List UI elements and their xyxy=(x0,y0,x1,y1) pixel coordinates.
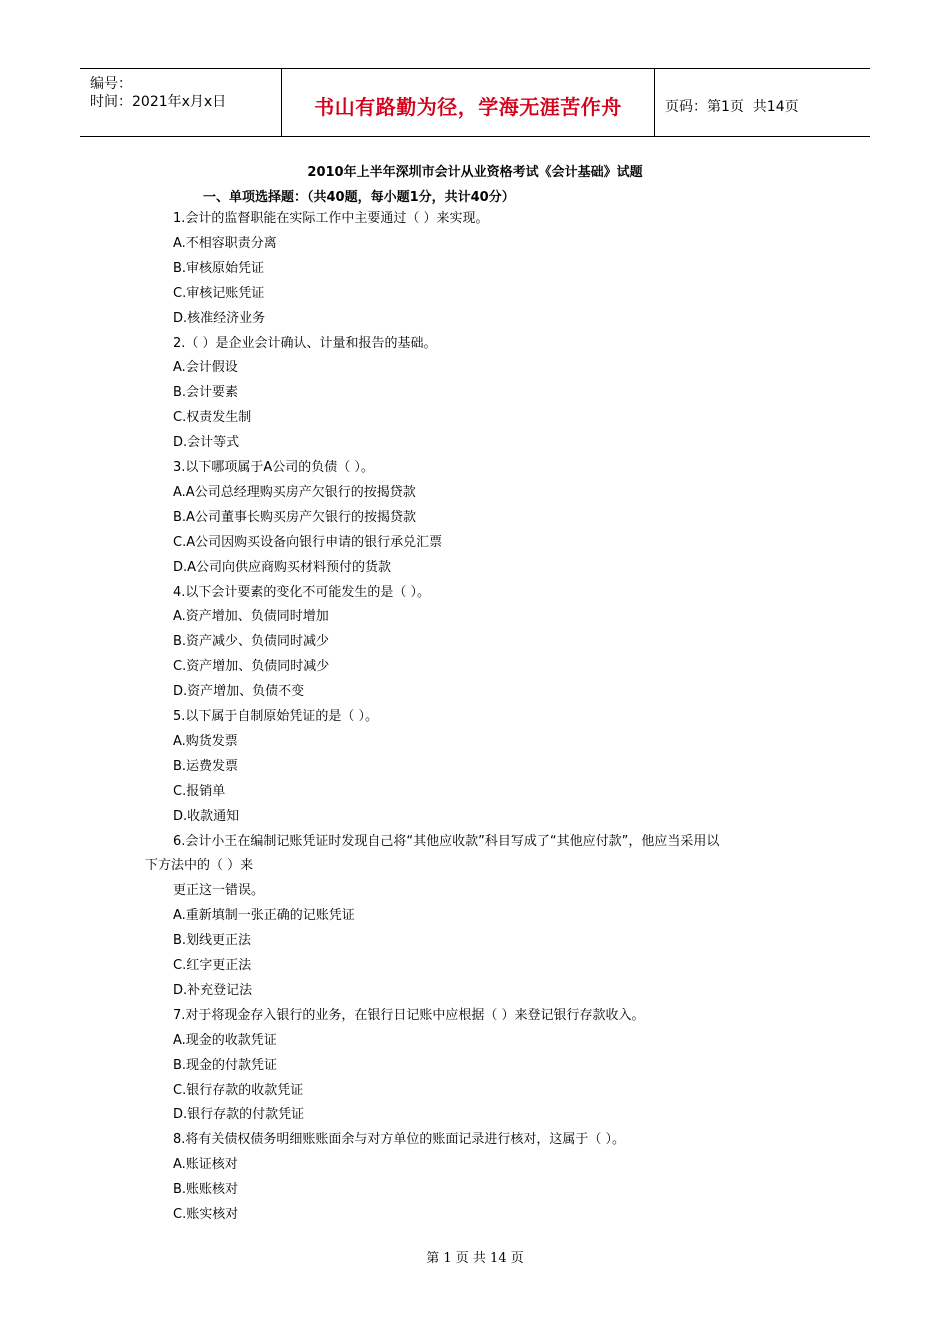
answer-option: C.账实核对 xyxy=(173,1207,239,1222)
answer-option: A.重新填制一张正确的记账凭证 xyxy=(173,908,355,924)
question-line: 更正这一错误。 xyxy=(173,883,265,899)
answer-option: D.会计等式 xyxy=(173,435,240,451)
page-footer: 第 1 页 共 14 页 xyxy=(426,1251,524,1266)
question-line: 3.以下哪项属于A公司的负债（ ）。 xyxy=(173,460,374,475)
answer-option: B.会计要素 xyxy=(173,385,239,401)
answer-option: B.A公司董事长购买房产欠银行的按揭贷款 xyxy=(173,509,416,525)
question-line: 5.以下属于自制原始凭证的是（ ）。 xyxy=(173,709,379,724)
header-motto: 书山有路勤为径，学海无涯苦作舟 xyxy=(314,95,622,119)
question-line: 6.会计小王在编制记账凭证时发现自己将“其他应收款”科目写成了“其他应付款”，他应当采用以 xyxy=(173,833,720,849)
question-line: 4.以下会计要素的变化不可能发生的是（ ）。 xyxy=(173,584,431,600)
answer-option: D.A公司向供应商购买材料预付的货款 xyxy=(173,559,392,575)
answer-option: B.划线更正法 xyxy=(173,933,252,949)
question-line: 7.对于将现金存入银行的业务，在银行日记账中应根据（ ）来登记银行存款收入。 xyxy=(173,1007,645,1023)
answer-option: B.审核原始凭证 xyxy=(173,260,265,276)
answer-option: C.审核记账凭证 xyxy=(173,285,265,301)
header-page-info: 页码：第1页 共14页 xyxy=(665,99,799,115)
answer-option: C.A公司因购买设备向银行申请的银行承兑汇票 xyxy=(173,534,443,550)
question-line: 8.将有关债权债务明细账账面余与对方单位的账面记录进行核对，这属于（ ）。 xyxy=(173,1132,626,1148)
page-header xyxy=(80,68,870,137)
answer-option: C.权责发生制 xyxy=(173,410,252,426)
header-middle-cell xyxy=(282,69,655,136)
question-line: 1.会计的监督职能在实际工作中主要通过（ ）来实现。 xyxy=(173,211,489,226)
question-line: 下方法中的（ ）来 xyxy=(145,858,254,874)
answer-option: B.现金的付款凭证 xyxy=(173,1057,278,1073)
answer-option: B.账账核对 xyxy=(173,1182,239,1198)
answer-option: C.资产增加、负债同时减少 xyxy=(173,659,330,675)
answer-option: D.银行存款的付款凭证 xyxy=(173,1107,305,1123)
answer-option: A.现金的收款凭证 xyxy=(173,1032,277,1048)
answer-option: A.A公司总经理购买房产欠银行的按揭贷款 xyxy=(173,484,416,500)
document-title: 2010年上半年深圳市会计从业资格考试《会计基础》试题 xyxy=(307,165,643,180)
answer-option: B.资产减少、负债同时减少 xyxy=(173,634,330,650)
answer-option: D.补充登记法 xyxy=(173,982,253,998)
answer-option: C.银行存款的收款凭证 xyxy=(173,1082,304,1098)
header-right-cell xyxy=(655,69,870,136)
answer-option: A.资产增加、负债同时增加 xyxy=(173,609,329,625)
document-time-label: 时间：2021年x月x日 xyxy=(90,94,227,110)
answer-option: D.资产增加、负债不变 xyxy=(173,684,305,700)
answer-option: C.报销单 xyxy=(173,783,226,799)
answer-option: D.收款通知 xyxy=(173,808,240,824)
answer-option: C.红字更正法 xyxy=(173,958,252,973)
document-number-label: 编号： xyxy=(90,76,132,92)
header-left-cell xyxy=(80,69,282,136)
answer-option: D.核准经济业务 xyxy=(173,310,266,326)
answer-option: A.不相容职责分离 xyxy=(173,235,277,251)
answer-option: B.运费发票 xyxy=(173,758,239,774)
answer-option: A.账证核对 xyxy=(173,1157,238,1173)
answer-option: A.会计假设 xyxy=(173,360,238,376)
answer-option: A.购货发票 xyxy=(173,733,238,749)
question-line: 2.（ ）是企业会计确认、计量和报告的基础。 xyxy=(173,335,437,351)
section-heading: 一、单项选择题：（共40题，每小题1分，共计40分） xyxy=(203,190,515,205)
